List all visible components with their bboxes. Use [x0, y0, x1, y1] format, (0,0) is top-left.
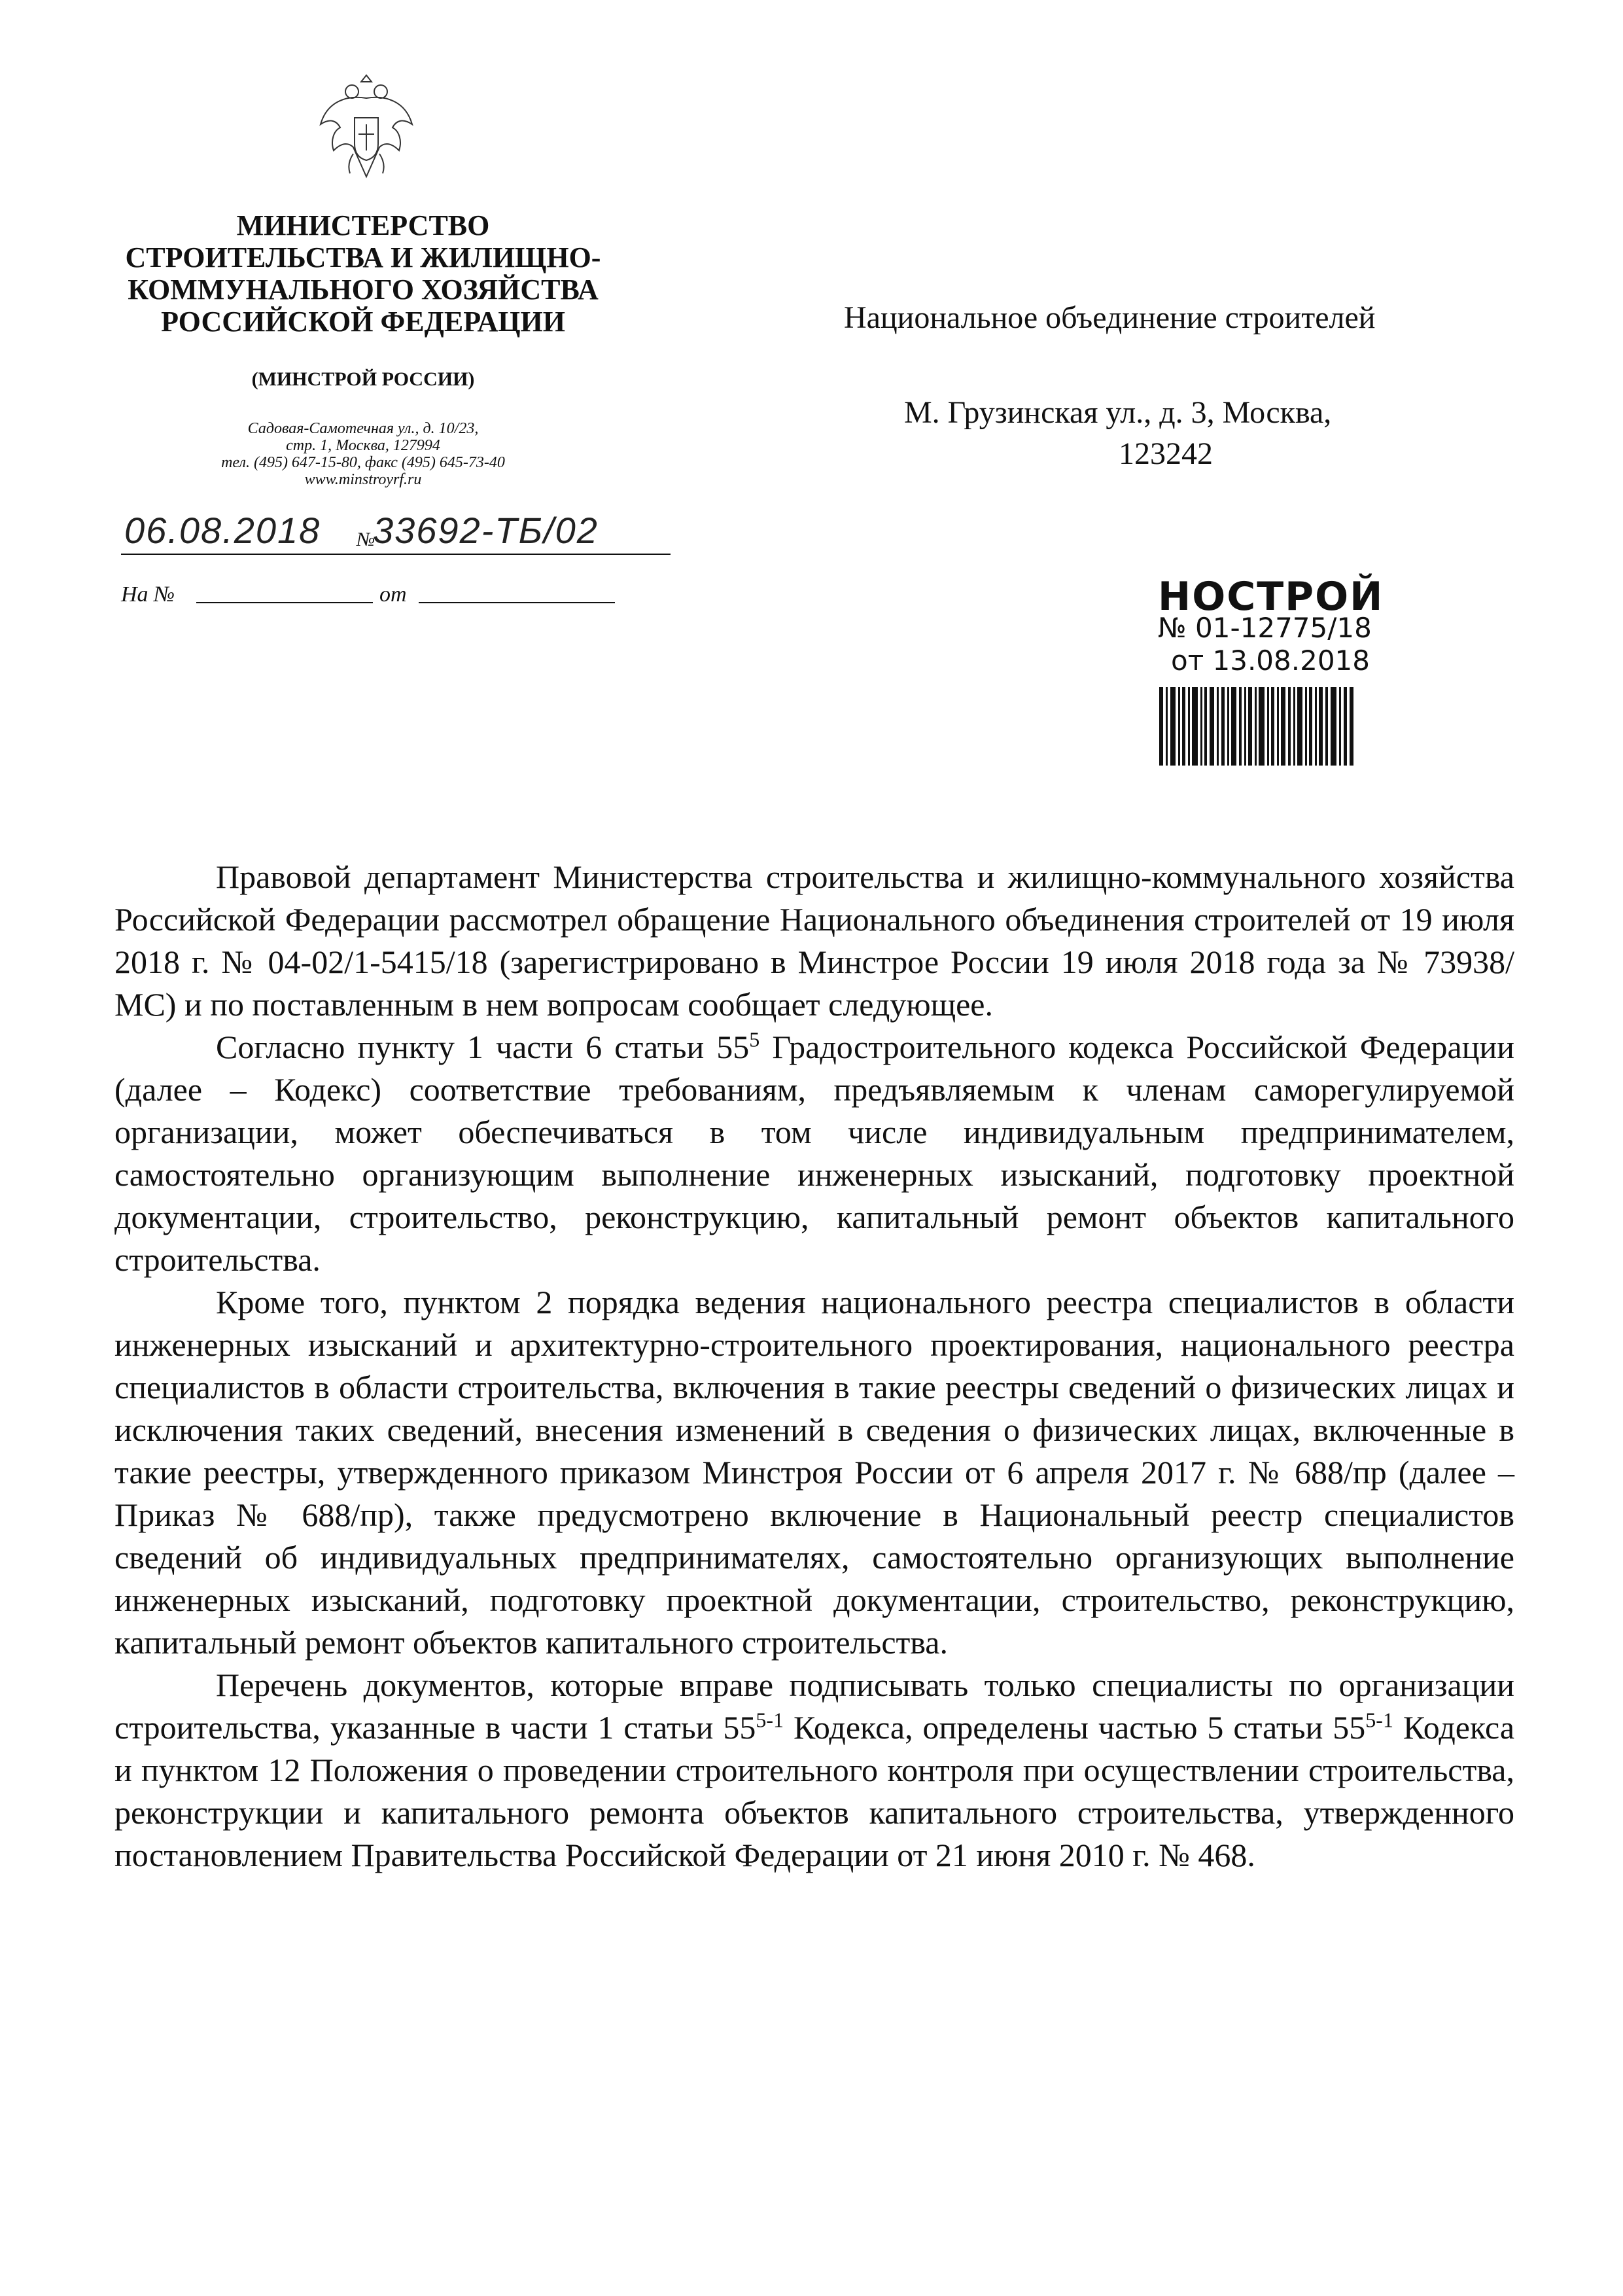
- ministry-name-line-3: КОММУНАЛЬНОГО ХОЗЯЙСТВА: [128, 274, 599, 306]
- ministry-name-line-2: СТРОИТЕЛЬСТВА И ЖИЛИЩНО-: [125, 241, 601, 274]
- contact-address-2: стр. 1, Москва, 127994: [286, 437, 440, 454]
- registration-number: 33692-ТБ/02: [373, 510, 599, 551]
- ministry-name-line-1: МИНИСТЕРСТВО: [236, 209, 490, 241]
- paragraph-2-part-b: Градостроительного кодекса Российской Федерации (далее – Кодекс) соответствие требованиям, предъявляемым к членам саморегулируемой организации, может обеспечиваться в том числе индивидуальным предпринимателем, самостоятельно организующим выполнение инженерных изысканий, подготовку проектной документации, строительство, реконструкцию, капитальный ремонт объектов капитального строительства.: [114, 1029, 1514, 1278]
- paragraph-4-part-c: Кодекса и пунктом 12 Положения о проведении строительного контроля при осуществлении строительства, реконструкции и капитального ремонта объектов капитального строительства, утвержденного постановлением Правительства Российской Федерации от 21 июня 2010 г. № 468.: [114, 1709, 1515, 1873]
- ministry-contacts: [131, 420, 595, 488]
- contact-website: www.minstroyrf.ru: [304, 471, 422, 488]
- stamp-number: № 01-12775/18: [1158, 612, 1372, 644]
- paragraph-4: [114, 1664, 1514, 1877]
- paragraph-1: Правовой департамент Министерства строительства и жилищно-коммунального хозяйства Российской Федерации рассмотрел обращение Национального объединения строителей от 19 июля 2018 г. № 04-02/1-5415/18 (зарегистрировано в Минстрое России 19 июля 2018 года за № 73938/МС) и по поставленным в нем вопросам сообщает следующее.: [114, 858, 1514, 1023]
- reference-from-label: от: [379, 582, 407, 607]
- reference-date-blank: [419, 602, 615, 603]
- reference-label: На №: [121, 582, 175, 607]
- contact-phone: тел. (495) 647-15-80, факс (495) 645-73-40: [221, 454, 505, 471]
- stamp-date: от 13.08.2018: [1171, 645, 1370, 677]
- paragraph-2: [114, 1026, 1514, 1281]
- coat-of-arms-icon: [314, 62, 419, 193]
- paragraph-2-sup: 5: [749, 1027, 760, 1051]
- paragraph-4-part-a: Перечень документов, которые вправе подписывать только специалисты по организации строительства, указанные в части 1 статьи 55: [114, 1667, 1514, 1746]
- paragraph-3: Кроме того, пунктом 2 порядка ведения национального реестра специалистов в области инженерных изысканий и архитектурно-строительного проектирования, национального реестра специалистов в области строительства, включения в такие реестры сведений о физических лицах и исключения таких сведений, внесения изменений в сведения о физических лицах, включенные в такие реестры, утвержденного приказом Минстроя России от 6 апреля 2017 г. № 688/пр (далее – Приказ № 688/пр), также предусмотрено включение в Национальный реестр специалистов сведений об индивидуальных предпринимателях, самостоятельно организующих выполнение инженерных изысканий, подготовку проектной документации, строительство, реконструкцию, капитальный ремонт объектов капитального строительства.: [114, 1284, 1514, 1661]
- registration-underline: [121, 554, 671, 555]
- registration-date: 06.08.2018: [124, 510, 321, 551]
- paragraph-4-sup-2: 5-1: [1365, 1708, 1393, 1732]
- paragraph-2-part-a: Согласно пункту 1 части 6 статьи 55: [216, 1029, 750, 1065]
- contact-address-1: Садовая-Самотечная ул., д. 10/23,: [247, 420, 479, 437]
- registration-number-label: №: [357, 529, 375, 550]
- stamp-org: НОСТРОЙ: [1158, 574, 1384, 620]
- letter-body: [114, 856, 1514, 1877]
- paragraph-4-part-b: Кодекса, определены частью 5 статьи 55: [784, 1709, 1366, 1746]
- ministry-short-name: (МИНСТРОЙ РОССИИ): [251, 368, 475, 390]
- barcode-icon: [1159, 687, 1355, 766]
- reference-number-blank: [196, 602, 373, 603]
- paragraph-4-sup-1: 5-1: [756, 1708, 784, 1732]
- addressee-address-line-1: М. Грузинская ул., д. 3, Москва,: [904, 395, 1332, 430]
- ministry-name-line-4: РОССИЙСКОЙ ФЕДЕРАЦИИ: [161, 306, 565, 338]
- ministry-name: [111, 209, 615, 338]
- addressee-org: Национальное объединение строителей: [844, 300, 1376, 335]
- addressee-address-line-2: 123242: [1119, 436, 1213, 471]
